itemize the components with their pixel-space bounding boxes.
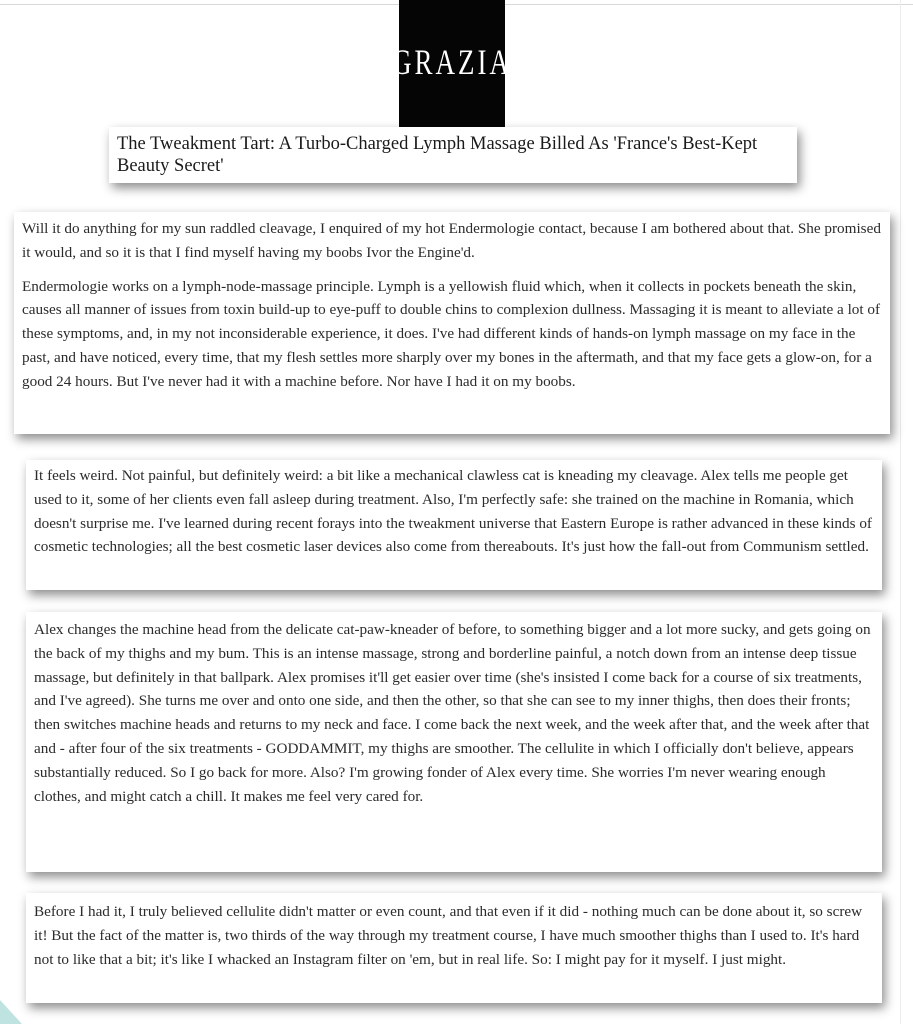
- excerpt-block-4: [26, 893, 882, 1003]
- paragraph: It feels weird. Not painful, but definitely weird: a bit like a mechanical clawless cat is kneading my cleavage. Alex tells me people get used to it, some of her clients even fall asleep during treatment. Also, I'm perfectly safe: she trained on the machine in Romania, which doesn't surprise me. I've learned during recent forays into the tweakment universe that Eastern Europe is rather advanced in these kinds of cosmetic technologies; all the best cosmetic laser devices also come from thereabouts. It's just how the fall-out from Communism settled.: [34, 467, 872, 556]
- excerpt-block-2: [26, 460, 882, 590]
- logo-text: GRAZIA: [392, 41, 512, 82]
- paragraph: Before I had it, I truly believed cellulite didn't matter or even count, and that even if it did - nothing much can be done about it, so screw it! But the fact of the matter is, two thirds of the way through my treatment course, I have much smoother thighs than I used to. It's hard not to like that a bit; it's like I whacked an Instagram filter on 'em, but in real life. So: I might pay for it myself. I just might.: [34, 903, 863, 968]
- paragraph: Alex changes the machine head from the delicate cat-paw-kneader of before, to something bigger and a lot more sucky, and gets going on the back of my thighs and my bum. This is an intense massage, strong and borderline painful, a notch down from an intense deep tissue massage, but definitely in that ballpark. Alex promises it'll get easier over time (she's insisted I come back for a course of six treatments, and I've agreed). She turns me over and onto one side, and then the other, so that she can see to my inner thighs, then does their fronts; then switches machine heads and returns to my neck and face. I come back the next week, and the week after that, and the week after that and - after four of the six treatments - GODDAMMIT, my thighs are smoother. The cellulite in which I officially don't believe, appears substantially reduced. So I go back for more. Also? I'm growing fonder of Alex every time. She worries I'm never wearing enough clothes, and might catch a chill. It makes me feel very cared for.: [34, 621, 871, 805]
- article-headline: The Tweakment Tart: A Turbo-Charged Lymph Massage Billed As 'France's Best-Kept Beauty Secret': [109, 127, 797, 183]
- grazia-logo: [392, 0, 512, 134]
- excerpt-block-1: [14, 212, 890, 434]
- paragraph: Will it do anything for my sun raddled cleavage, I enquired of my hot Endermologie contact, because I am bothered about that. She promised it would, and so it is that I find myself having my boobs Ivor the Engine'd.: [22, 220, 881, 261]
- corner-decoration: [0, 1000, 22, 1024]
- right-divider: [900, 0, 901, 1024]
- excerpt-block-3: [26, 612, 882, 872]
- paragraph: Endermologie works on a lymph-node-massage principle. Lymph is a yellowish fluid which, when it collects in pockets beneath the skin, causes all manner of issues from toxin build-up to eye-puff to double chins to complexion dullness. Massaging it is meant to alleviate a lot of these symptoms, and, in my not inconsiderable experience, it does. I've had different kinds of hands-on lymph massage on my face in the past, and have noticed, every time, that my flesh settles more sharply over my bones in the aftermath, and that my face gets a glow-on, for a good 24 hours. But I've never had it with a machine before. Nor have I had it on my boobs.: [22, 277, 881, 390]
